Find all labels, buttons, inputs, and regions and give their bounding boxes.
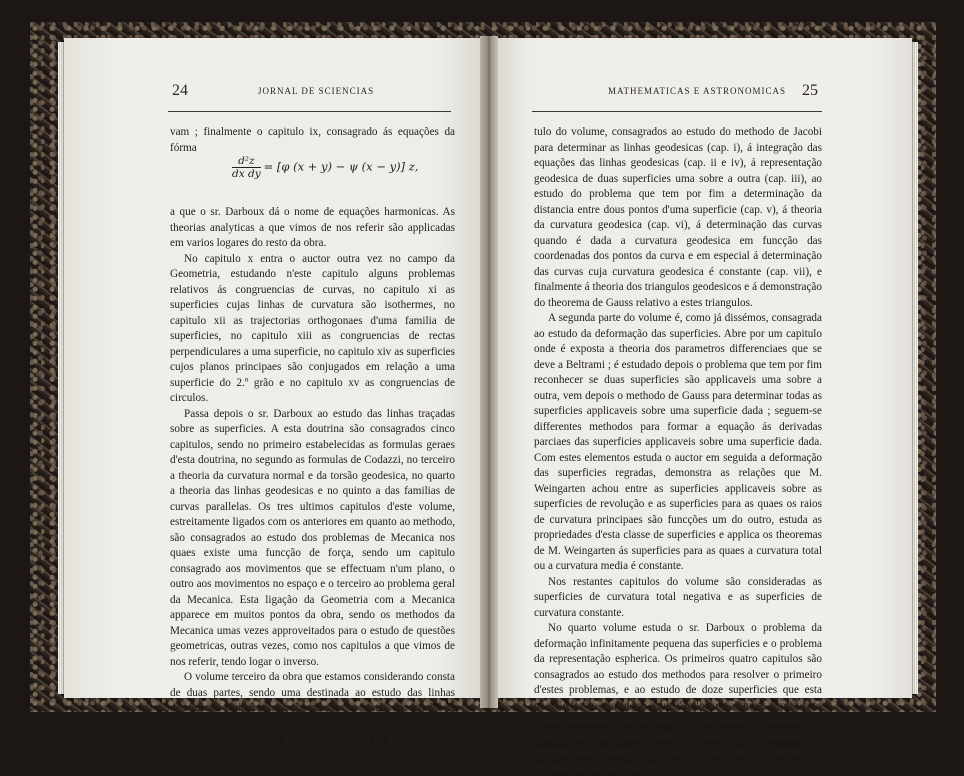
paragraph: No quarto volume estuda o sr. Darboux o problema da deformação infinitamente pequena das superficies e o problema da representação espherica. Os primeiros quatro capitulos são consagrados ao estudo dos methodos para resolver o primeiro d'estes problemas, e ao estudo de doze superficies que esta questão leva a considerar e que dão logar a algumas applicações d'estes methodos. No capitulo vi é estudado o rolamento de duas superficies uma sobre a outra. O problema da representação espherica e a sua relação com o problema da deformação das superficies [534,622,822,774]
paragraph: A segunda parte do volume é, como já dissémos, consagrada ao estudo da deformação das superficies. Abre por um capitulo onde é exposta a theoria dos parametros differenciaes que se deve a Beltrami ; é estudado depois o problema que tem por fim reconhecer se duas superficies são applicaveis uma sobre a outra, vem depois o methodo de Gauss para determinar todas as superficies applicaveis sobre uma superficie dada ; seguem-se differentes methodos para formar a equação ás derivadas parciaes das superficies applicaveis sobre uma superficie dada. Com estes elementos estuda o auctor em seguida a deformação das superficies regradas, demonstra as relações que M. Weingarten achou entre as superficies applicaveis sobre as superficies de revolução e as superficies para as quaes os raios de curvatura principaes são funcções um do outro, estuda as propriedades d'esta classe de superficies e applica os theoremas de M. Weingarten ás superficies para as quaes a curvatura total ou a curvatura media é constante. [534,312,822,572]
paragraph: O volume terceiro da obra que estamos considerando consta de duas partes, sendo uma destinada ao estudo das linhas geodesicas e da curvatura geodesica, a outra ao estudo da deformação das superficies. [170,671,455,730]
right-page-number: 25 [802,82,818,99]
formula-fraction [232,155,261,180]
intro-paragraph: vam ; finalmente o capitulo ix, consagrado ás equações da fórma [170,126,455,154]
left-body-text [170,205,455,763]
formula-denominator: dx dy [232,168,261,180]
paragraph: a que o sr. Darboux dá o nome de equações harmonicas. As theorias analyticas a que vimos de nos referir são applicadas em varios logares do resto da obra. [170,206,455,249]
left-header-rule [168,111,451,112]
paragraph: Passa depois o sr. Darboux ao estudo das linhas traçadas sobre as superficies. A esta doutrina são consagrados cinco capitulos, sendo no primeiro estabelecidas as formulas geraes d'esta doutrina, no segundo as formulas de Codazzi, no terceiro a theoria da curvatura normal e da torsão geodesica, no quarto a theoria das linhas geodesicas e no quinto a das familias de curvas parallelas. Os tres ultimos capitulos d'este volume, estreitamente ligados com os anteriores em quanto ao methodo, são consagrados ao estudo dos problemas de Mecanica nos quaes existe uma funcção de força, sendo um capitulo consagrado aos movimentos que se effectuam n'um plano, o outro aos movimentos no espaço e o terceiro ao problema geral da Mecanica. Esta ligação da Geometria com a Mecanica apparece em muitos pontos da obra, sendo os methodos da Mecanica umas vezes approveitados para o estudo de questões geometricas, outras vezes, como nos capitulos a que vimos de nos referir, tendo logar o inverso. [170,407,455,668]
paragraph: tulo do volume, consagrados ao estudo do methodo de Jacobi para determinar as linhas geodesicas (cap. i), á integração das equações das linhas geodesicas (cap. ii e iv), á representação geodesica de duas superficies uma sobre a outra (cap. iii), ao estudo do problema que tem por fim a determinação da distancia entre dous pontos d'uma superficie (cap. v), á theoria da curvatura geodesica (cap. vi), á determinação das curvas quando é dada a curvatura geodesica em funcção das coordenadas dos pontos da curva e em especial á determinação das curvas cuja curvatura geodesica é constante (cap. vii), e finalmente á theoria dos triangulos geodesicos e á demonstração do theorema de Gauss relativo a estes triangulos. [534,126,822,309]
right-body-text [534,125,822,776]
left-page-number: 24 [172,82,188,99]
paragraph: No capitulo x entra o auctor outra vez no campo da Geometria, estudando n'este capitulo alguns problemas relativos ás congruencias de curvas, no capitulo xi as superficies cujas linhas de curvatura são isothermes, no capitulo xii as trajectorias orthogonaes d'uma familia de superficies, no capitulo xiii as congruencias de rectas perpendiculares a uma superficie, no capitulo xiv as superficies cujos planos principaes são conjugados em relação a uma superficie do 2.º grão e no capitulo xv as congruencias de circulos. [170,252,455,404]
left-intro-line [170,125,455,156]
book-gutter [480,36,498,708]
formula-numerator: d²z [232,155,261,168]
paragraph: Nos restantes capitulos do volume são consideradas as superficies de curvatura total negativa e as superficies de curvatura constante. [534,575,822,619]
formula-rhs: = [φ (x + y) − ψ (x − y)] z, [263,159,419,174]
harmonic-equation [232,155,418,180]
left-running-header: JORNAL DE SCIENCIAS [258,86,375,96]
paragraph: A theoria das linhas geodesicas occupa os primeiros oito capi- [170,733,455,761]
right-header-rule [532,111,822,112]
right-running-header: MATHEMATICAS E ASTRONOMICAS [608,86,787,96]
